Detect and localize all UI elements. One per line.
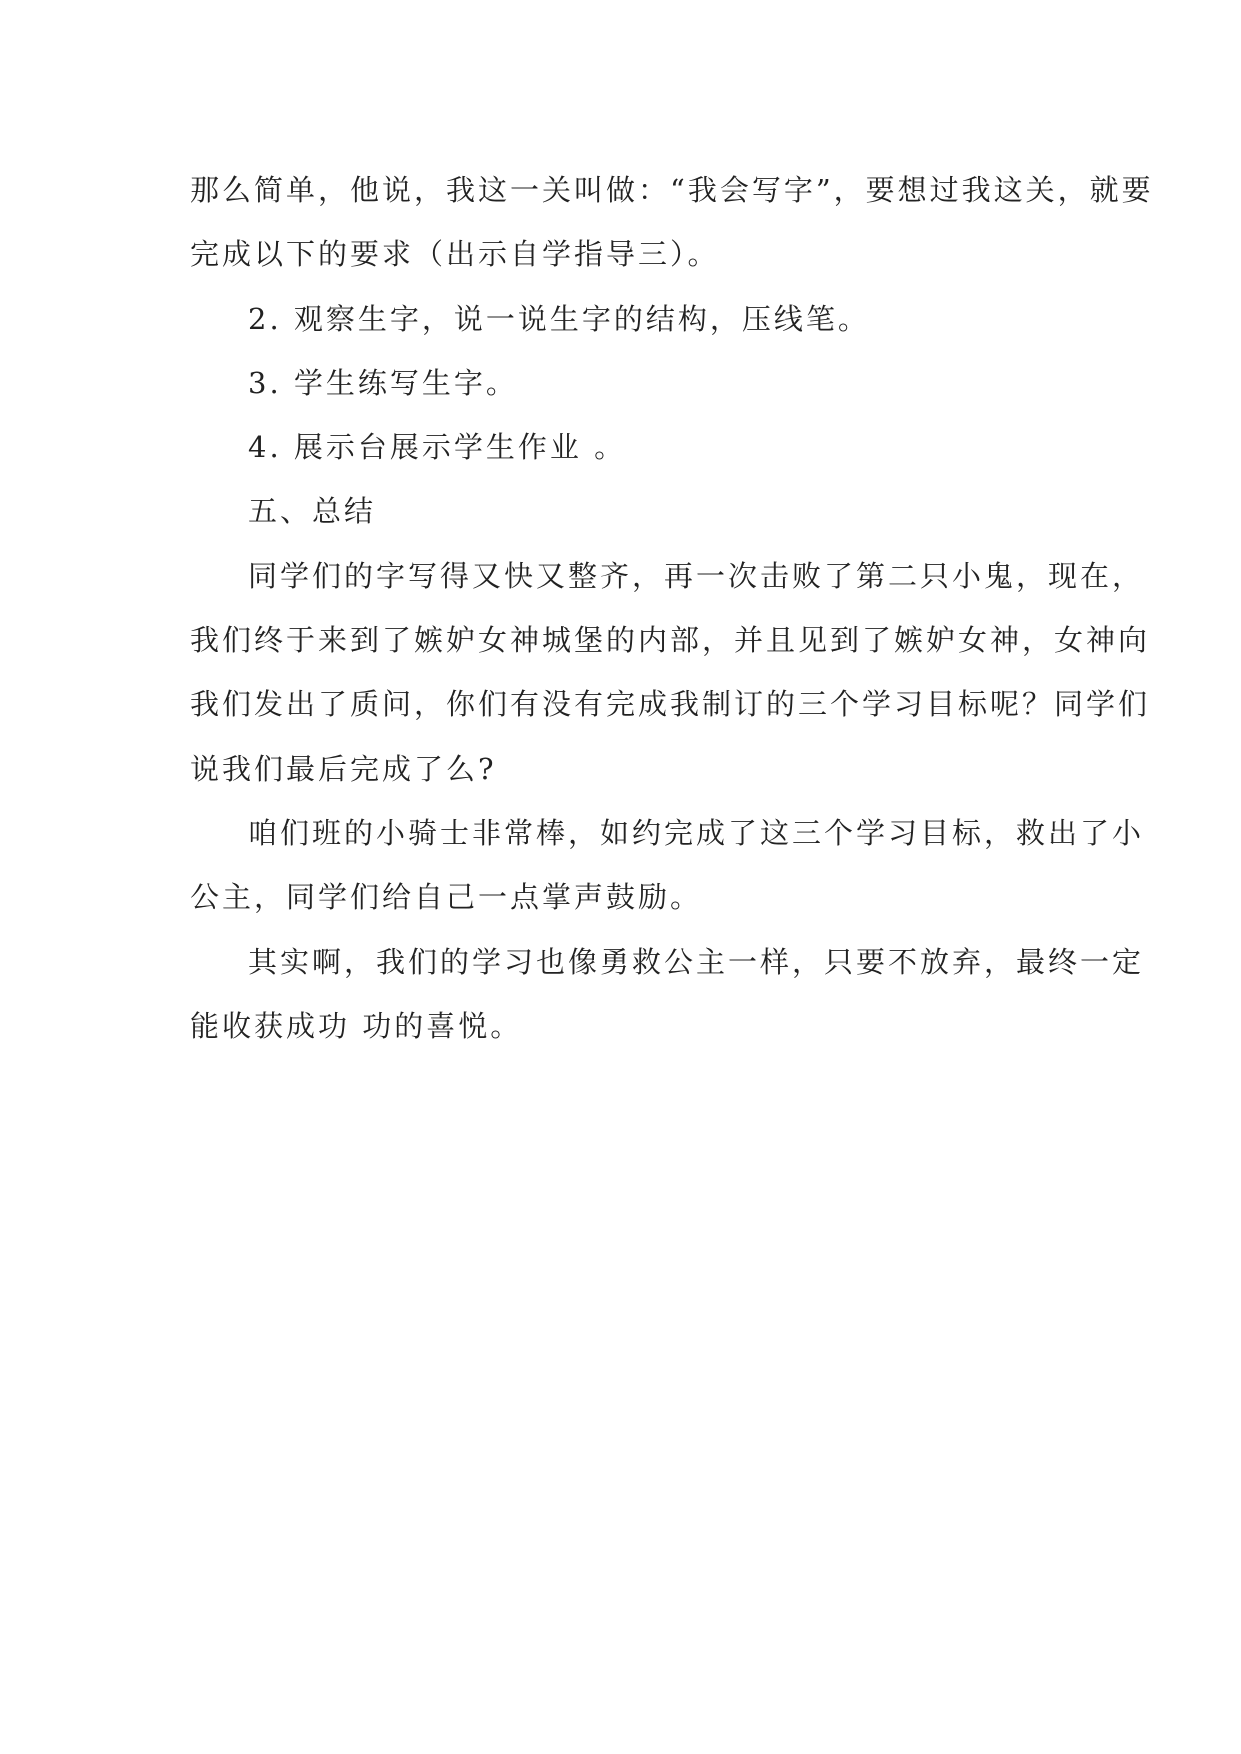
paragraph-line: 能收获成功 功的喜悦。 — [190, 1008, 523, 1043]
paragraph-line: 我们发出了质问，你们有没有完成我制订的三个学习目标呢？同学们 — [190, 687, 1151, 722]
document-body — [190, 158, 1154, 1058]
paragraph-line: 同学们的字写得又快又整齐，再一次击败了第二只小鬼，现在， — [248, 558, 1145, 593]
list-item-2: 2. 观察生字，说一说生字的结构，压线笔。 — [248, 301, 870, 336]
list-item-3: 3. 学生练写生字。 — [248, 365, 518, 400]
section-heading: 五、总结 — [248, 494, 377, 529]
paragraph-line: 咱们班的小骑士非常棒，如约完成了这三个学习目标，救出了小 — [248, 815, 1145, 850]
paragraph-line: 我们终于来到了嫉妒女神城堡的内部，并且见到了嫉妒女神，女神向 — [190, 623, 1151, 658]
list-item-4: 4. 展示台展示学生作业 。 — [248, 430, 627, 465]
paragraph-line: 公主，同学们给自己一点掌声鼓励。 — [190, 880, 703, 915]
paragraph-line: 完成以下的要求（出示自学指导三）。 — [190, 237, 720, 272]
paragraph-line: 那么简单，他说，我这一关叫做：“我会写字”，要想过我这关，就要 — [190, 173, 1154, 207]
paragraph-line: 说我们最后完成了么? — [190, 751, 497, 786]
paragraph-line: 其实啊，我们的学习也像勇救公主一样，只要不放弃，最终一定 — [248, 944, 1145, 979]
